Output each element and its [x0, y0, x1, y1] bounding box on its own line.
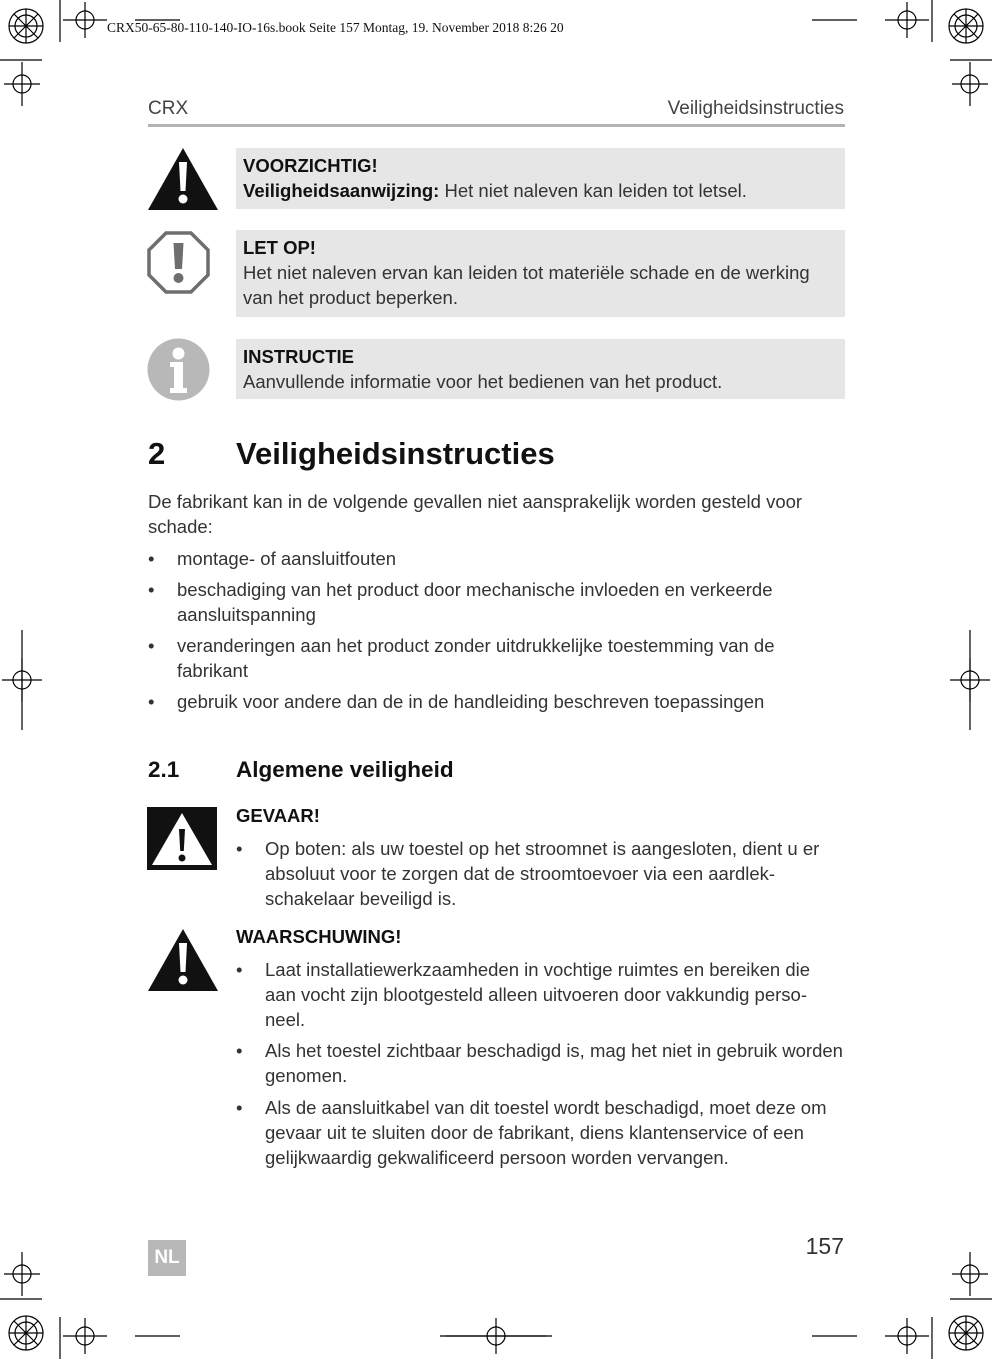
page-number: 157 [805, 1233, 844, 1259]
crosshair-target-icon [885, 1318, 929, 1354]
bullet: • [236, 838, 243, 859]
bullet: • [148, 635, 155, 656]
crosshair-target-icon [885, 2, 929, 38]
registration-sunburst-icon [949, 1316, 983, 1350]
registration-sunburst-icon [9, 9, 43, 43]
list-item [236, 836, 845, 911]
list-item [236, 957, 845, 1032]
subsection-number: 2.1 [148, 757, 180, 782]
list-item-text: beschadiging van het product door mechanische invloeden en verkeerde aansluitspanning [177, 579, 773, 625]
exclamation-octagon-icon [147, 231, 210, 294]
list-item-text: Op boten: als uw toestel op het stroomnet is aangesloten, dient u er absoluut voor te zorgen dat de stroomtoevoer via een aardlek-schakelaar beveiligd is. [265, 838, 820, 909]
list-item [148, 689, 845, 714]
header-rule [148, 124, 845, 127]
list-item [148, 633, 845, 683]
crosshair-target-icon [4, 1252, 40, 1296]
crosshair-target-icon [63, 2, 107, 38]
caution-note [236, 148, 845, 209]
bullet: • [148, 691, 155, 712]
bullet: • [148, 579, 155, 600]
list-item [148, 546, 845, 571]
crosshair-target-icon [4, 62, 40, 106]
warning-triangle-icon [148, 148, 218, 210]
instruction-title: INSTRUCTIE [243, 346, 354, 367]
bullet: • [236, 1097, 243, 1118]
list-item-text: Laat installatiewerkzaamheden in vochtige ruimtes en bereiken die aan vocht zijn blootgesteld alleen uitvoeren door vakkundig perso-neel. [265, 959, 811, 1030]
caution-label: Veiligheidsaanwijzing: [243, 180, 440, 201]
notice-title: LET OP! [243, 237, 316, 258]
print-mark-text: CRX50-65-80-110-140-IO-16s.book Seite 157 Montag, 19. November 2018 8:26 20 [107, 20, 564, 35]
section-title: Veiligheidsinstructies [236, 436, 555, 471]
caution-title: VOORZICHTIG! [243, 155, 378, 176]
language-badge: NL [148, 1240, 186, 1276]
caution-text: Het niet naleven kan leiden tot letsel. [439, 180, 747, 201]
registration-sunburst-icon [949, 9, 983, 43]
list-item-text: veranderingen aan het product zonder uitdrukkelijke toestemming van de fabrikant [177, 635, 775, 681]
list-item-text: gebruik voor andere dan de in de handleiding beschreven toepassingen [177, 691, 765, 712]
registration-sunburst-icon [9, 1316, 43, 1350]
list-item [236, 1095, 848, 1170]
section-number: 2 [148, 436, 166, 471]
bullet: • [148, 548, 155, 569]
list-item-text: Als de aansluitkabel van dit toestel wordt beschadigd, moet deze om gevaar uit te sluiten door de fabrikant, diens klantenservice of een gelijkwaardig gekwalificeerd persoon worden vervangen. [265, 1097, 827, 1168]
crosshair-target-icon [952, 1252, 988, 1296]
notice-text: Het niet naleven ervan kan leiden tot materiële schade en de werking van het product beperken. [243, 262, 810, 308]
warning-title: WAARSCHUWING! [236, 926, 402, 947]
list-item [148, 577, 845, 627]
danger-triangle-icon [147, 807, 217, 870]
instruction-note [236, 339, 845, 399]
bullet: • [236, 959, 243, 980]
danger-title: GEVAAR! [236, 805, 320, 826]
section-intro: De fabrikant kan in de volgende gevallen niet aansprakelijk worden gesteld voor schade: [148, 491, 803, 537]
crosshair-target-icon [63, 1318, 107, 1354]
list-item-text: Als het toestel zichtbaar beschadigd is, mag het niet in gebruik worden genomen. [265, 1040, 843, 1086]
warning-triangle-icon [148, 929, 218, 991]
list-item [236, 1038, 845, 1088]
notice-note [236, 230, 845, 317]
header-right: Veiligheidsinstructies [667, 98, 844, 119]
crosshair-target-icon [952, 62, 988, 106]
instruction-text: Aanvullende informatie voor het bedienen van het product. [243, 371, 723, 392]
header-left: CRX [148, 98, 189, 119]
bullet: • [236, 1040, 243, 1061]
subsection-title: Algemene veiligheid [236, 757, 454, 782]
list-item-text: montage- of aansluitfouten [177, 548, 397, 569]
info-circle-icon [147, 338, 210, 401]
